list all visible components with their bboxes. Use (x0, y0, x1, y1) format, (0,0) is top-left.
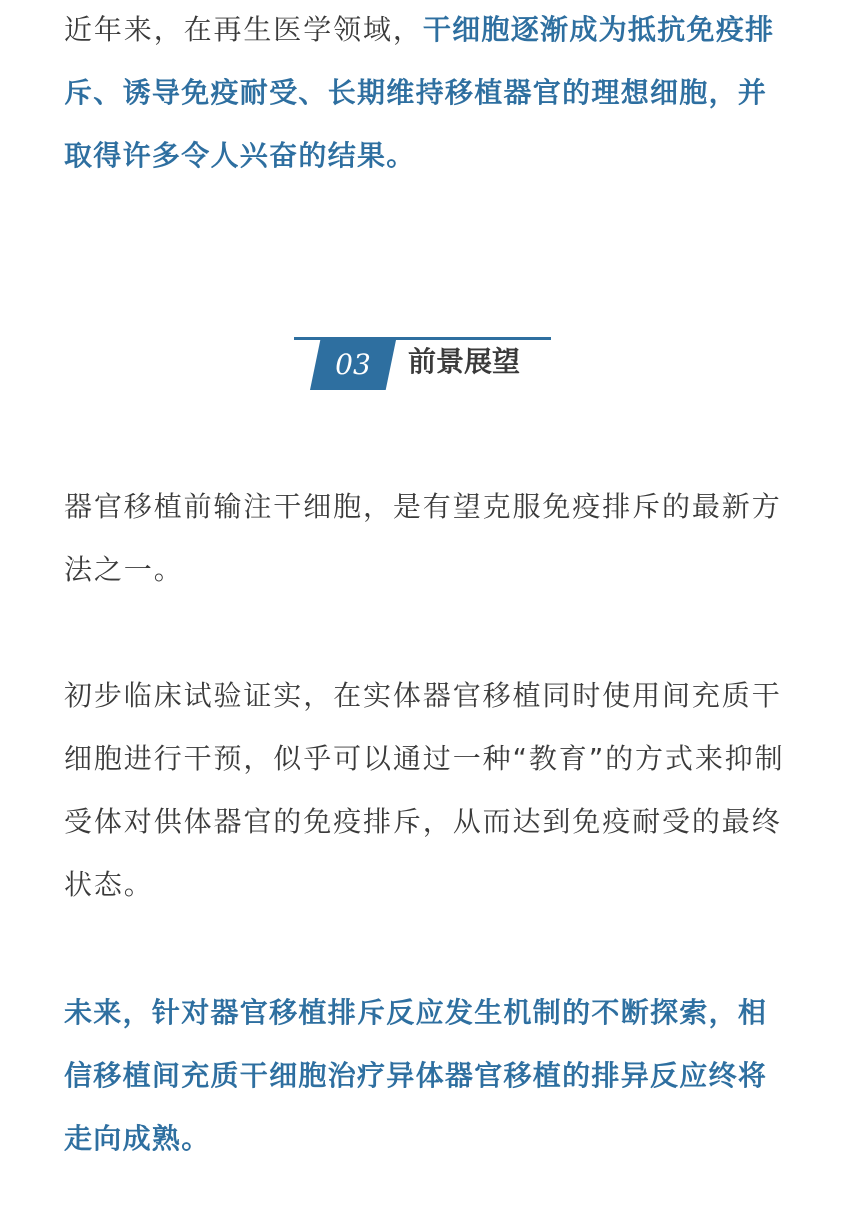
section-title: 前景展望 (408, 345, 521, 378)
paragraph-3: 初步临床试验证实，在实体器官移植同时使用间充质干细胞进行干预，似乎可以通过一种“教育”的方式来抑制受体对供体器官的免疫排斥，从而达到免疫耐受的最终状态。 (64, 679, 785, 901)
paragraph-4-highlight: 未来，针对器官移植排斥反应发生机制的不断探索，相信移植间充质干细胞治疗异体器官移植的排异反应终将走向成熟。 (64, 996, 768, 1155)
paragraph-2: 器官移植前输注干细胞，是有望克服免疫排斥的最新方法之一。 (64, 490, 782, 586)
intro-paragraph (64, 0, 786, 187)
intro-highlight: 干细胞逐渐成为抵抗免疫排斥、诱导免疫耐受、长期维持移植器官的理想细胞，并取得许多令人兴奋的结果。 (64, 13, 775, 172)
section-number: 03 (335, 348, 371, 381)
intro-text: 近年来，在再生医学领域， (64, 13, 423, 46)
